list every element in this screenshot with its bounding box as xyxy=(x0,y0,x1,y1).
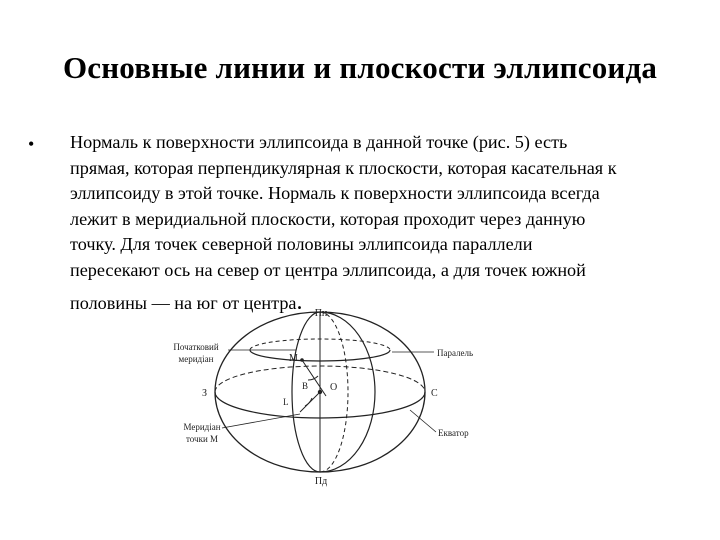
initial-meridian-label: Початковий xyxy=(173,342,219,352)
point-b-label: В xyxy=(302,381,309,391)
initial-meridian-label: меридіан xyxy=(178,354,214,364)
center-point xyxy=(318,390,322,394)
paragraph-line: эллипсоиду в этой точке. Нормаль к поверхности эллипсоида всегда xyxy=(70,183,600,203)
point-meridian xyxy=(320,312,375,472)
point-m-label: М xyxy=(289,353,298,364)
bullet-marker: • xyxy=(28,134,35,154)
point-l-label: L xyxy=(283,397,289,407)
point-m-marker xyxy=(300,358,304,362)
equator-label: Екватор xyxy=(438,428,469,438)
east-label: С xyxy=(431,388,438,399)
meridian-point-label: точки М xyxy=(185,434,219,444)
meridian-point-label: Меридіан xyxy=(183,422,221,432)
initial-meridian-front xyxy=(292,312,320,472)
west-label: З xyxy=(201,388,207,399)
leader-meridian-point xyxy=(222,414,300,428)
paragraph-line: точку. Для точек северной половины эллипсоида параллели xyxy=(70,234,533,254)
paragraph-line: половины — на юг от центра xyxy=(70,293,297,313)
north-pole-label: Пн xyxy=(314,308,328,319)
south-pole-label: Пд xyxy=(314,476,328,487)
paragraph-line: Нормаль к поверхности эллипсоида в данной точке (рис. 5) есть xyxy=(70,132,568,152)
slide-title: Основные линии и плоскости эллипсоида xyxy=(62,50,658,85)
parallel-label: Паралель xyxy=(437,348,474,358)
paragraph-period: . xyxy=(296,289,303,315)
paragraph-line: пересекают ось на север от центра эллипсоида, а для точек южной xyxy=(70,259,586,280)
paragraph-line: лежит в меридиальной плоскости, которая проходит через данную xyxy=(70,208,586,229)
paragraph-line: прямая, которая перпендикулярная к плоскости, которая касательная к xyxy=(70,157,617,178)
center-o-label: О xyxy=(330,382,338,393)
longitude-arc xyxy=(305,398,312,406)
